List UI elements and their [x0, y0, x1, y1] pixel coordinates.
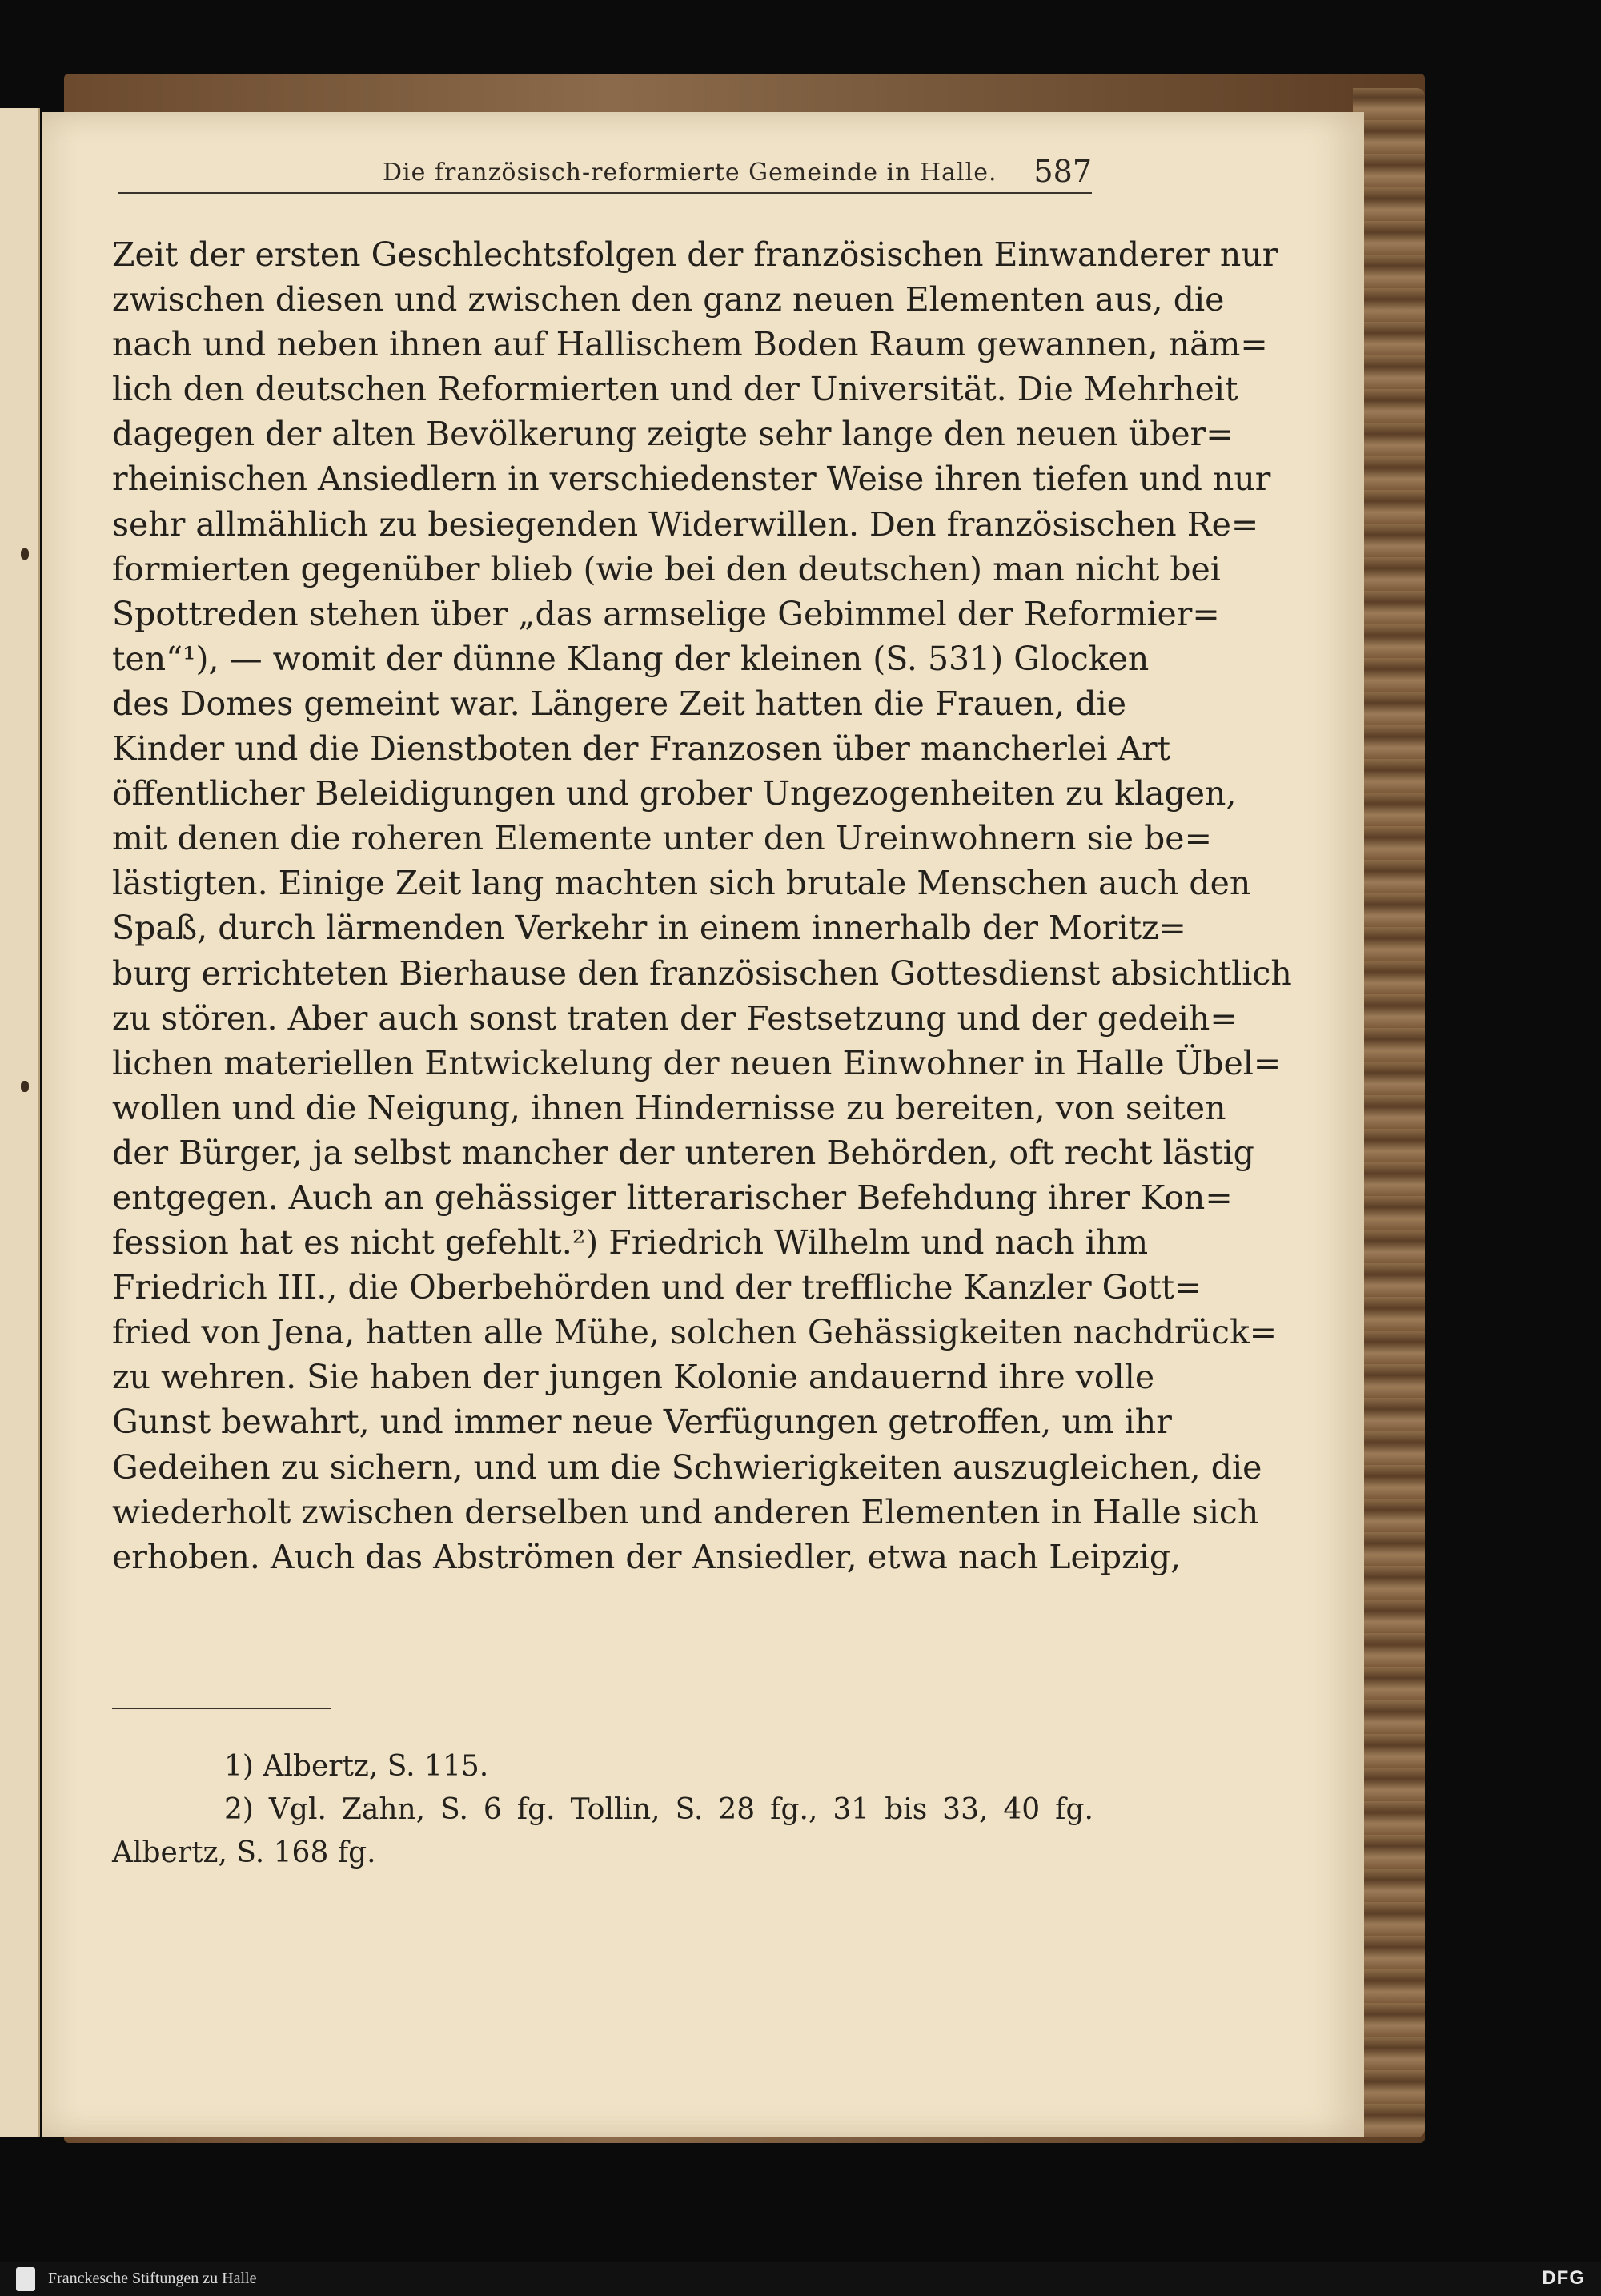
text-line: entgegen. Auch an gehässiger litterarischer Befehdung ihrer Kon= — [112, 1178, 1233, 1217]
text-line: sehr allmählich zu besiegenden Widerwillen. Den französischen Re= — [112, 504, 1259, 544]
text-line: zu stören. Aber auch sonst traten der Festsetzung und der gedeih= — [112, 998, 1238, 1038]
text-line: nach und neben ihnen auf Hallischem Boden Raum gewannen, näm= — [112, 325, 1268, 364]
text-line: lichen materiellen Entwickelung der neuen Einwohner in Halle Übel= — [112, 1043, 1282, 1082]
text-line: Friedrich III., die Oberbehörden und der treffliche Kanzler Gott= — [112, 1268, 1202, 1307]
text-line: Gunst bewahrt, und immer neue Verfügungen getroffen, um ihr — [112, 1403, 1172, 1442]
running-title: Die französisch-reformierte Gemeinde in Halle. — [383, 159, 997, 187]
footnote-1: 1) Albertz, S. 115. — [224, 1750, 489, 1783]
footnote-2: 2) Vgl. Zahn, S. 6 fg. Tollin, S. 28 fg., 31 bis 33, 40 fg. — [224, 1793, 1093, 1826]
text-line: rheinischen Ansiedlern in verschiedenster Weise ihren tiefen und nur — [112, 460, 1271, 499]
viewer-footer-bar — [0, 2262, 1601, 2296]
text-line: ten“¹), — womit der dünne Klang der kleinen (S. 531) Glocken — [112, 639, 1150, 678]
institution-logo-icon — [16, 2267, 35, 2291]
left-page-edge — [0, 108, 40, 2137]
text-line: Gedeihen zu sichern, und um die Schwierigkeiten auszugleichen, die — [112, 1447, 1262, 1487]
text-line: lich den deutschen Reformierten und der Universität. Die Mehrheit — [112, 370, 1238, 409]
text-line: fried von Jena, hatten alle Mühe, solchen Gehässigkeiten nachdrück= — [112, 1313, 1278, 1352]
binding-hole — [21, 548, 29, 560]
text-line: zu wehren. Sie haben der jungen Kolonie andauernd ihre volle — [112, 1358, 1155, 1397]
text-line: des Domes gemeint war. Längere Zeit hatten die Frauen, die — [112, 684, 1126, 723]
text-line: fession hat es nicht gefehlt.²) Friedrich Wilhelm und nach ihm — [112, 1223, 1149, 1262]
footnote-divider — [112, 1708, 331, 1709]
binding-hole — [21, 1081, 29, 1092]
text-line: erhoben. Auch das Abströmen der Ansiedler, etwa nach Leipzig, — [112, 1537, 1182, 1576]
text-line: Kinder und die Dienstboten der Franzosen über mancherlei Art — [112, 729, 1171, 769]
institution-name: Franckesche Stiftungen zu Halle — [48, 2270, 257, 2287]
text-line: Spottreden stehen über „das armselige Gebimmel der Reformier= — [112, 594, 1220, 633]
running-head — [118, 154, 1092, 194]
text-line: formierten gegenüber blieb (wie bei den deutschen) man nicht bei — [112, 549, 1221, 588]
text-line: Zeit der ersten Geschlechtsfolgen der französischen Einwanderer nur — [112, 235, 1278, 274]
text-line: dagegen der alten Bevölkerung zeigte sehr lange den neuen über= — [112, 415, 1234, 454]
text-line: wollen und die Neigung, ihnen Hindernisse zu bereiten, von seiten — [112, 1088, 1226, 1127]
text-line: Spaß, durch lärmenden Verkehr in einem innerhalb der Moritz= — [112, 909, 1186, 948]
text-line: mit denen die roheren Elemente unter den Ureinwohnern sie be= — [112, 819, 1212, 858]
text-line: zwischen diesen und zwischen den ganz neuen Elementen aus, die — [112, 280, 1225, 319]
body-text — [112, 232, 1292, 1580]
footnotes — [112, 1745, 1093, 1875]
footnote-2-continued: Albertz, S. 168 fg. — [112, 1836, 376, 1869]
text-line: der Bürger, ja selbst mancher der unteren Behörden, oft recht lästig — [112, 1133, 1254, 1172]
text-line: öffentlicher Beleidigungen und grober Ungezogenheiten zu klagen, — [112, 774, 1237, 813]
dfg-logo: DFG — [1542, 2267, 1585, 2289]
text-line: lästigten. Einige Zeit lang machten sich brutale Menschen auch den — [112, 864, 1251, 903]
page-number: 587 — [1033, 154, 1092, 189]
text-line: wiederholt zwischen derselben und anderen Elementen in Halle sich — [112, 1492, 1259, 1531]
text-line: burg errichteten Bierhause den französischen Gottesdienst absichtlich — [112, 953, 1292, 993]
